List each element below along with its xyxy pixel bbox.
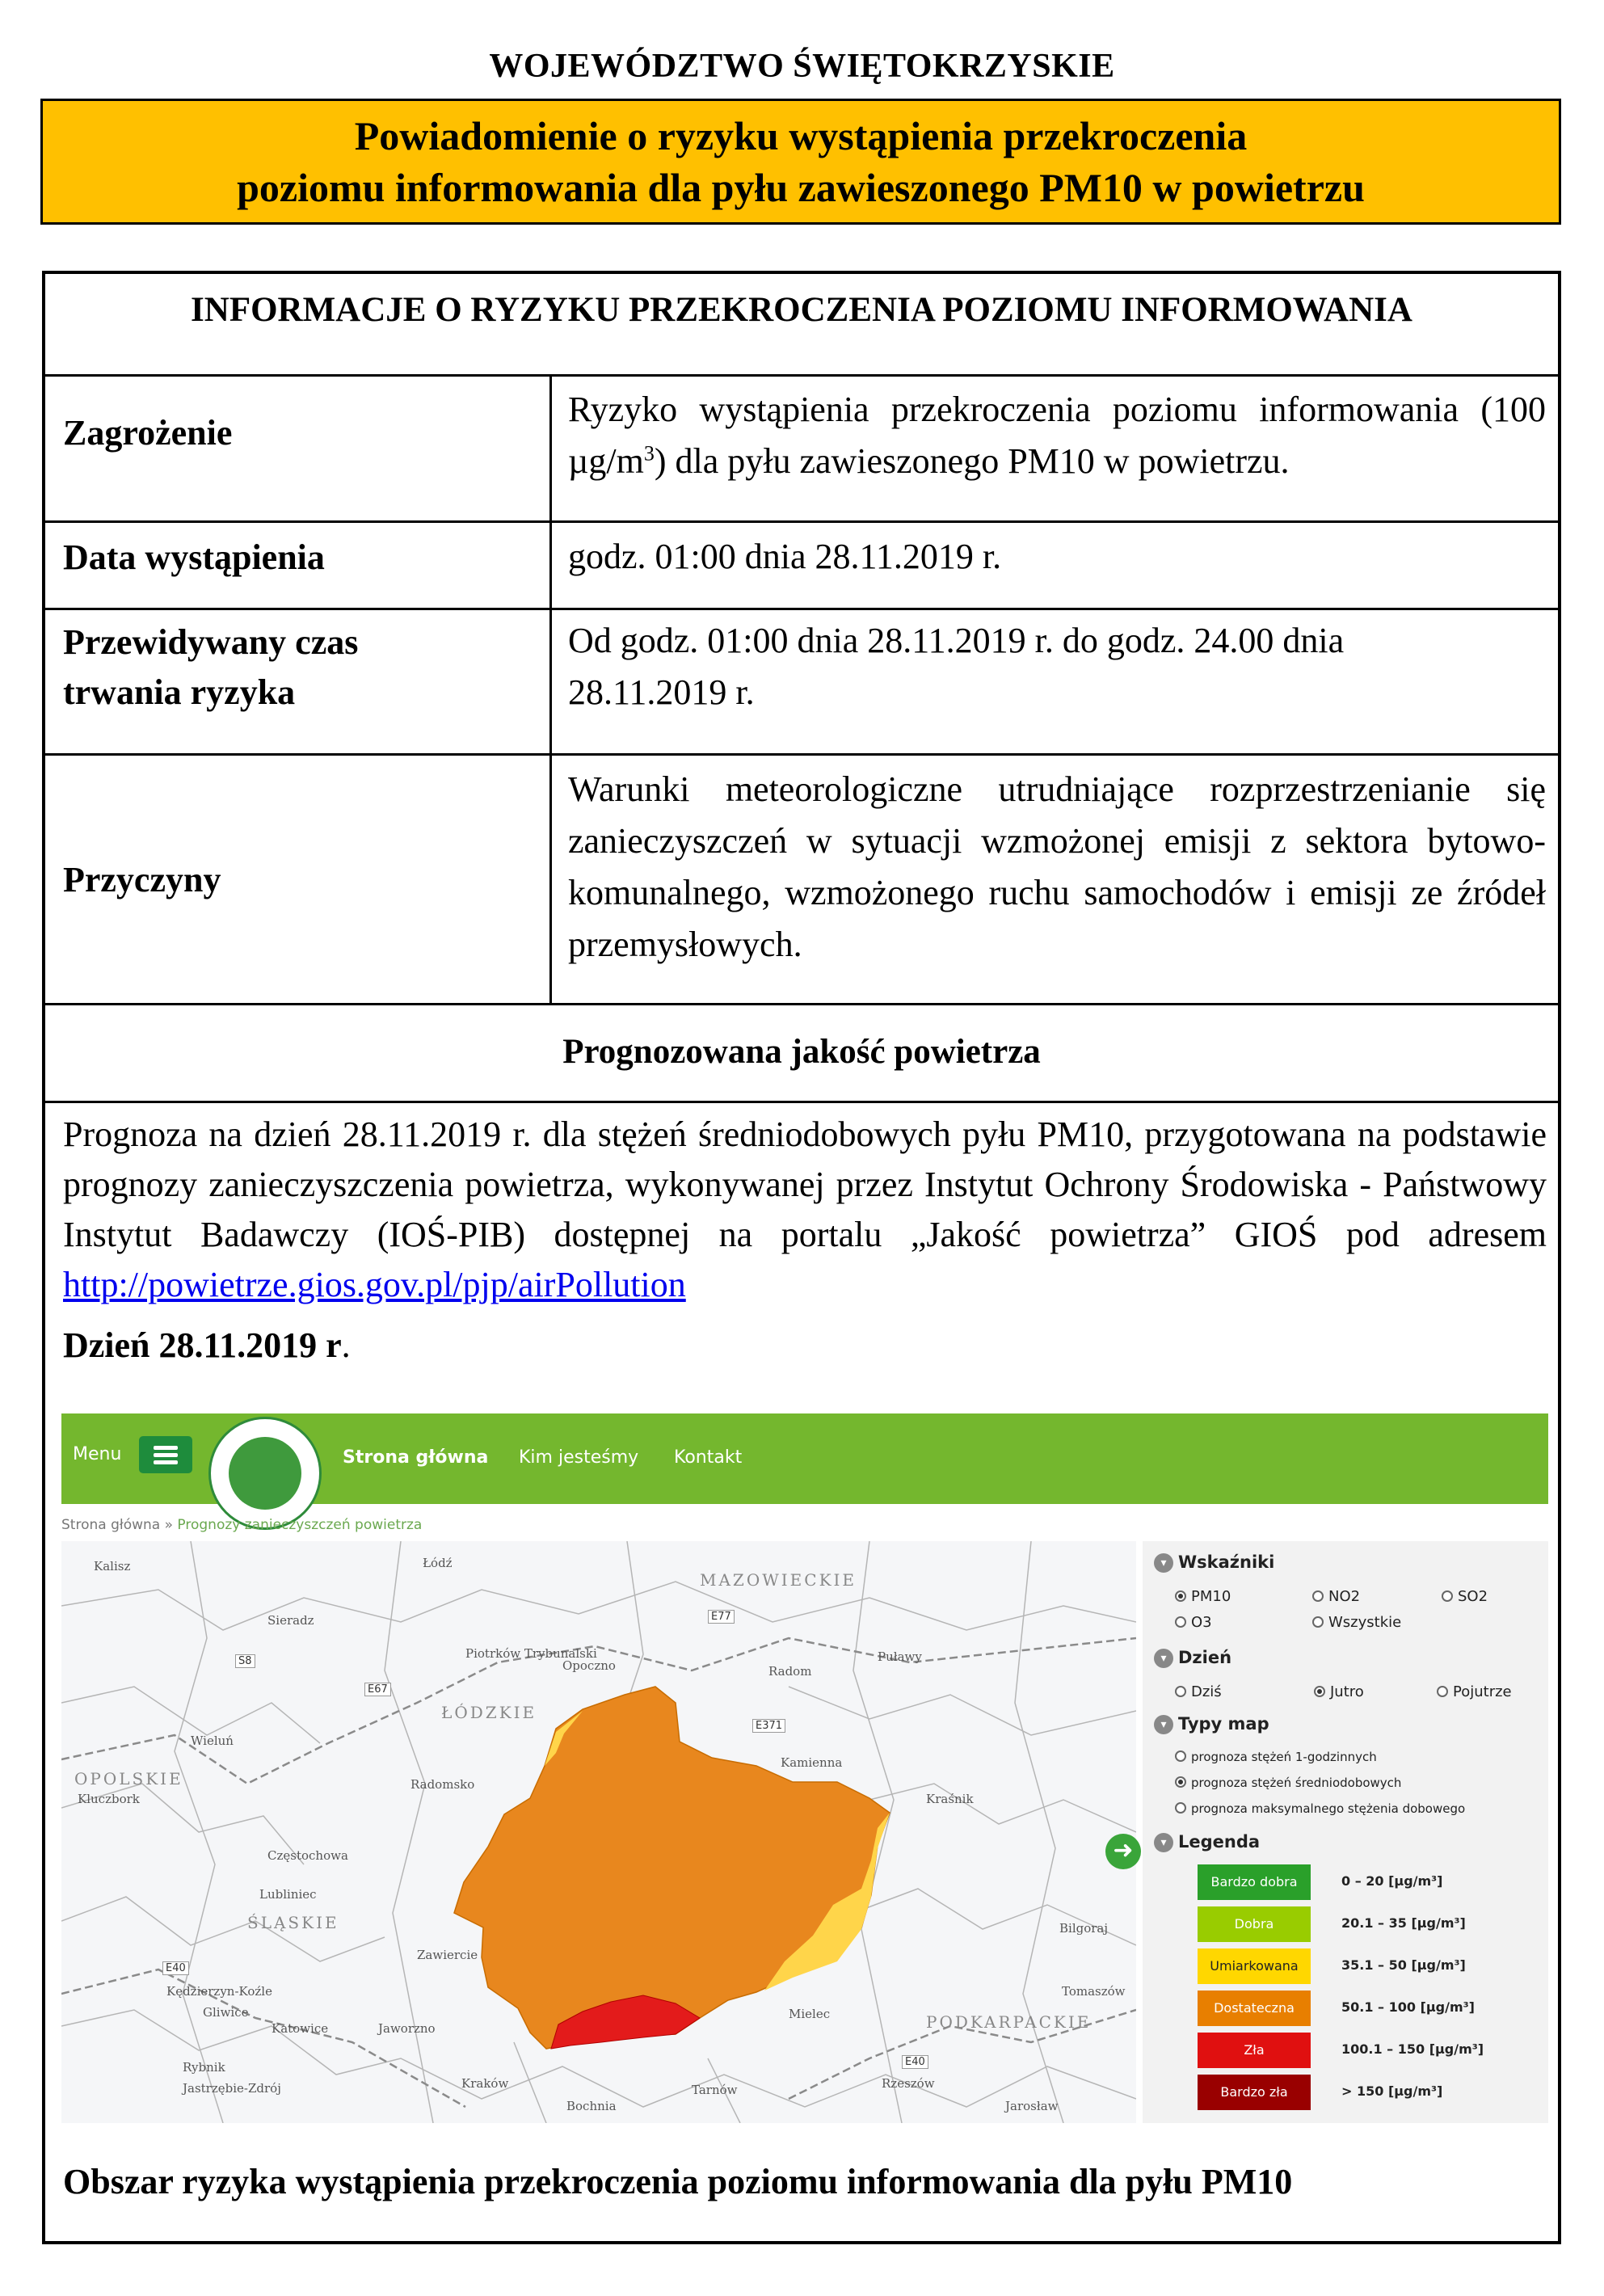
row-label-duration: Przewidywany czas trwania ryzyka: [63, 622, 359, 712]
map-caption: Obszar ryzyka wystąpienia przekroczenia poziomu informowania dla pyłu PM10: [63, 2162, 1293, 2201]
map-label: Kraków: [461, 2076, 509, 2091]
portal-screenshot: [61, 1413, 1548, 2123]
map-label: Kalisz: [94, 1559, 131, 1573]
column-divider: [549, 374, 552, 1003]
legend-range: 100.1 – 150 [µg/m³]: [1341, 2041, 1484, 2057]
indicator-so2[interactable]: SO2: [1442, 1588, 1488, 1605]
map-label: Opoczno: [562, 1658, 616, 1673]
day-header[interactable]: ▾ Dzień: [1154, 1648, 1231, 1668]
map-label: Kluczbork: [78, 1792, 140, 1806]
legend-swatch-bad: Zła: [1198, 2033, 1311, 2068]
road-shield: E40: [162, 1961, 189, 1975]
map-label: Radomsko: [410, 1777, 475, 1792]
legend-swatch-very-good: Bardzo dobra: [1198, 1864, 1311, 1900]
divider: [45, 374, 1558, 377]
hamburger-menu-icon[interactable]: [139, 1436, 192, 1473]
road-shield: S8: [235, 1654, 255, 1668]
legend-range: 50.1 – 100 [µg/m³]: [1341, 1999, 1475, 2015]
map-label: Sieradz: [267, 1613, 314, 1628]
map-label: Kamienna: [781, 1755, 843, 1770]
legend-header[interactable]: ▾ Legenda: [1154, 1832, 1260, 1852]
indicator-all[interactable]: Wszystkie: [1312, 1614, 1401, 1631]
breadcrumb: Strona główna » Prognozy zanieczyszczeń powietrza: [61, 1517, 423, 1533]
row-value-threat: Ryzyko wystąpienia przekroczenia poziomu informowania (100 $\mu g/m^3$) dla pyłu zawieszonego PM10 w powietrzu.: [568, 390, 1546, 481]
map-label: Jaworzno: [378, 2021, 436, 2036]
nav-contact[interactable]: Kontakt: [674, 1447, 743, 1468]
map-label: Radom: [768, 1664, 812, 1679]
map-label: Lubliniec: [259, 1887, 317, 1902]
map-label: OPOLSKIE: [74, 1769, 183, 1788]
chevron-down-icon: ▾: [1154, 1715, 1173, 1734]
legend-swatch-moderate: Umiarkowana: [1198, 1948, 1311, 1984]
divider: [45, 753, 1558, 756]
row-value-date: godz. 01:00 dnia 28.11.2019 r.: [568, 537, 1002, 576]
map-label: Bochnia: [566, 2099, 617, 2113]
map-type-hourly[interactable]: prognoza stężeń 1-godzinnych: [1175, 1750, 1377, 1764]
map-options-panel: [1143, 1541, 1548, 2123]
divider: [45, 520, 1558, 523]
pollution-map[interactable]: [61, 1541, 1136, 2123]
row-label-causes: Przyczyny: [63, 860, 221, 899]
map-label: Zawiercie: [417, 1948, 478, 1962]
row-label-threat: Zagrożenie: [63, 413, 233, 453]
row-label-date: Data wystąpienia: [63, 537, 325, 577]
banner-title-line2: poziomu informowania dla pyłu zawieszonego PM10 w powietrzu: [237, 165, 1365, 210]
day-tomorrow[interactable]: Jutro: [1314, 1683, 1364, 1700]
forecast-link[interactable]: http://powietrze.gios.gov.pl/pjp/airPollution: [63, 1265, 686, 1304]
road-shield: E40: [902, 2055, 928, 2069]
chevron-down-icon: ▾: [1154, 1649, 1173, 1668]
divider: [45, 1003, 1558, 1005]
breadcrumb-current[interactable]: Prognozy zanieczyszczeń powietrza: [177, 1517, 423, 1533]
indicator-pm10[interactable]: PM10: [1175, 1588, 1231, 1605]
legend-range: 0 – 20 [µg/m³]: [1341, 1873, 1443, 1889]
map-label: ŚLĄSKIE: [247, 1913, 339, 1932]
legend-range: > 150 [µg/m³]: [1341, 2083, 1443, 2099]
map-types-header[interactable]: ▾ Typy map: [1154, 1714, 1269, 1734]
road-shield: E77: [708, 1610, 735, 1624]
map-label: Katowice: [272, 2021, 329, 2036]
road-shield: E67: [364, 1683, 391, 1696]
forecast-section-title: Prognozowana jakość powietrza: [562, 1033, 1041, 1071]
day-after-tomorrow[interactable]: Pojutrze: [1437, 1683, 1512, 1700]
divider: [45, 1101, 1558, 1103]
map-label: Częstochowa: [267, 1848, 348, 1863]
road-shield: E371: [752, 1719, 785, 1733]
indicator-o3[interactable]: O3: [1175, 1614, 1212, 1631]
info-section-title: INFORMACJE O RYZYKU PRZEKROCZENIA POZIOMU INFORMOWANIA: [191, 291, 1412, 329]
map-label: Tomaszów: [1062, 1984, 1126, 1999]
map-label: Mielec: [789, 2007, 831, 2021]
region-heading: WOJEWÓDZTWO ŚWIĘTOKRZYSKIE: [489, 48, 1115, 85]
portal-topbar: [61, 1413, 1548, 1504]
info-table: [42, 271, 1561, 2244]
map-label: Tarnów: [692, 2083, 738, 2097]
chevron-down-icon: ▾: [1154, 1553, 1173, 1573]
indicators-header[interactable]: ▾ Wskaźniki: [1154, 1552, 1274, 1573]
notification-banner: [40, 99, 1561, 225]
indicator-no2[interactable]: NO2: [1312, 1588, 1360, 1605]
gios-logo: [208, 1417, 322, 1530]
map-label: Rybnik: [183, 2060, 225, 2075]
breadcrumb-home[interactable]: Strona główna: [61, 1517, 161, 1533]
map-label: Gliwice: [203, 2005, 249, 2020]
legend-range: 20.1 – 35 [µg/m³]: [1341, 1915, 1466, 1931]
map-label: Piotrków Trybunalski: [465, 1646, 597, 1661]
map-type-daily-average[interactable]: prognoza stężeń średniodobowych: [1175, 1776, 1401, 1790]
legend-swatch-sufficient: Dostateczna: [1198, 1991, 1311, 2026]
map-label: Kędzierzyn-Koźle: [166, 1984, 272, 1999]
menu-label: Menu: [73, 1444, 122, 1464]
map-label: MAZOWIECKIE: [700, 1570, 857, 1590]
map-label: Łódź: [423, 1556, 453, 1570]
map-label: Rzeszów: [882, 2076, 935, 2091]
map-label: ŁÓDZKIE: [441, 1703, 537, 1722]
legend-range: 35.1 – 50 [µg/m³]: [1341, 1957, 1466, 1973]
day-today[interactable]: Dziś: [1175, 1683, 1222, 1700]
legend-swatch-good: Dobra: [1198, 1906, 1311, 1942]
divider: [45, 608, 1558, 610]
row-value-causes: Warunki meteorologiczne utrudniające rozprzestrzenianie się zanieczyszczeń w sytuacji wzmożonej emisji z sektora bytowo-komunalnego, wzmożonego ruchu samochodów i emisji ze źródeł przemysłowych.: [568, 769, 1546, 964]
row-value-duration: Od godz. 01:00 dnia 28.11.2019 r. do godz. 24.00 dnia 28.11.2019 r.: [568, 621, 1345, 712]
arrow-right-icon[interactable]: ➜: [1105, 1834, 1141, 1869]
map-label: Puławy: [878, 1649, 922, 1664]
legend-swatch-very-bad: Bardzo zła: [1198, 2075, 1311, 2110]
forecast-day-label: Dzień 28.11.2019 r.: [63, 1325, 351, 1365]
forecast-paragraph: Prognoza na dzień 28.11.2019 r. dla stężeń średniodobowych pyłu PM10, przygotowana na podstawie prognozy zanieczyszczenia powietrza, wykonywanej przez Instytut Ochrony Środowiska - Państwowy Instytut Badawczy (IOŚ-PIB) dostępnej na portalu „Jakość powietrza” GIOŚ pod adresem http://powietrze.gios.gov.pl/pjp/airPollution: [63, 1114, 1547, 1304]
nav-home[interactable]: Strona główna: [343, 1447, 489, 1468]
map-label: Wieluń: [191, 1734, 234, 1748]
map-label: Jarosław: [1005, 2099, 1059, 2113]
map-label: PODKARPACKIE: [926, 2012, 1092, 2032]
map-label: Kraśnik: [926, 1792, 974, 1806]
nav-about[interactable]: Kim jesteśmy: [519, 1447, 639, 1468]
map-label: Bilgoraj: [1059, 1921, 1109, 1936]
map-borders: [61, 1541, 1136, 2123]
map-label: Jastrzębie-Zdrój: [183, 2081, 281, 2096]
banner-title-line1: Powiadomienie o ryzyku wystąpienia przekroczenia: [354, 113, 1248, 158]
chevron-down-icon: ▾: [1154, 1833, 1173, 1852]
map-type-daily-max[interactable]: prognoza maksymalnego stężenia dobowego: [1175, 1801, 1465, 1816]
